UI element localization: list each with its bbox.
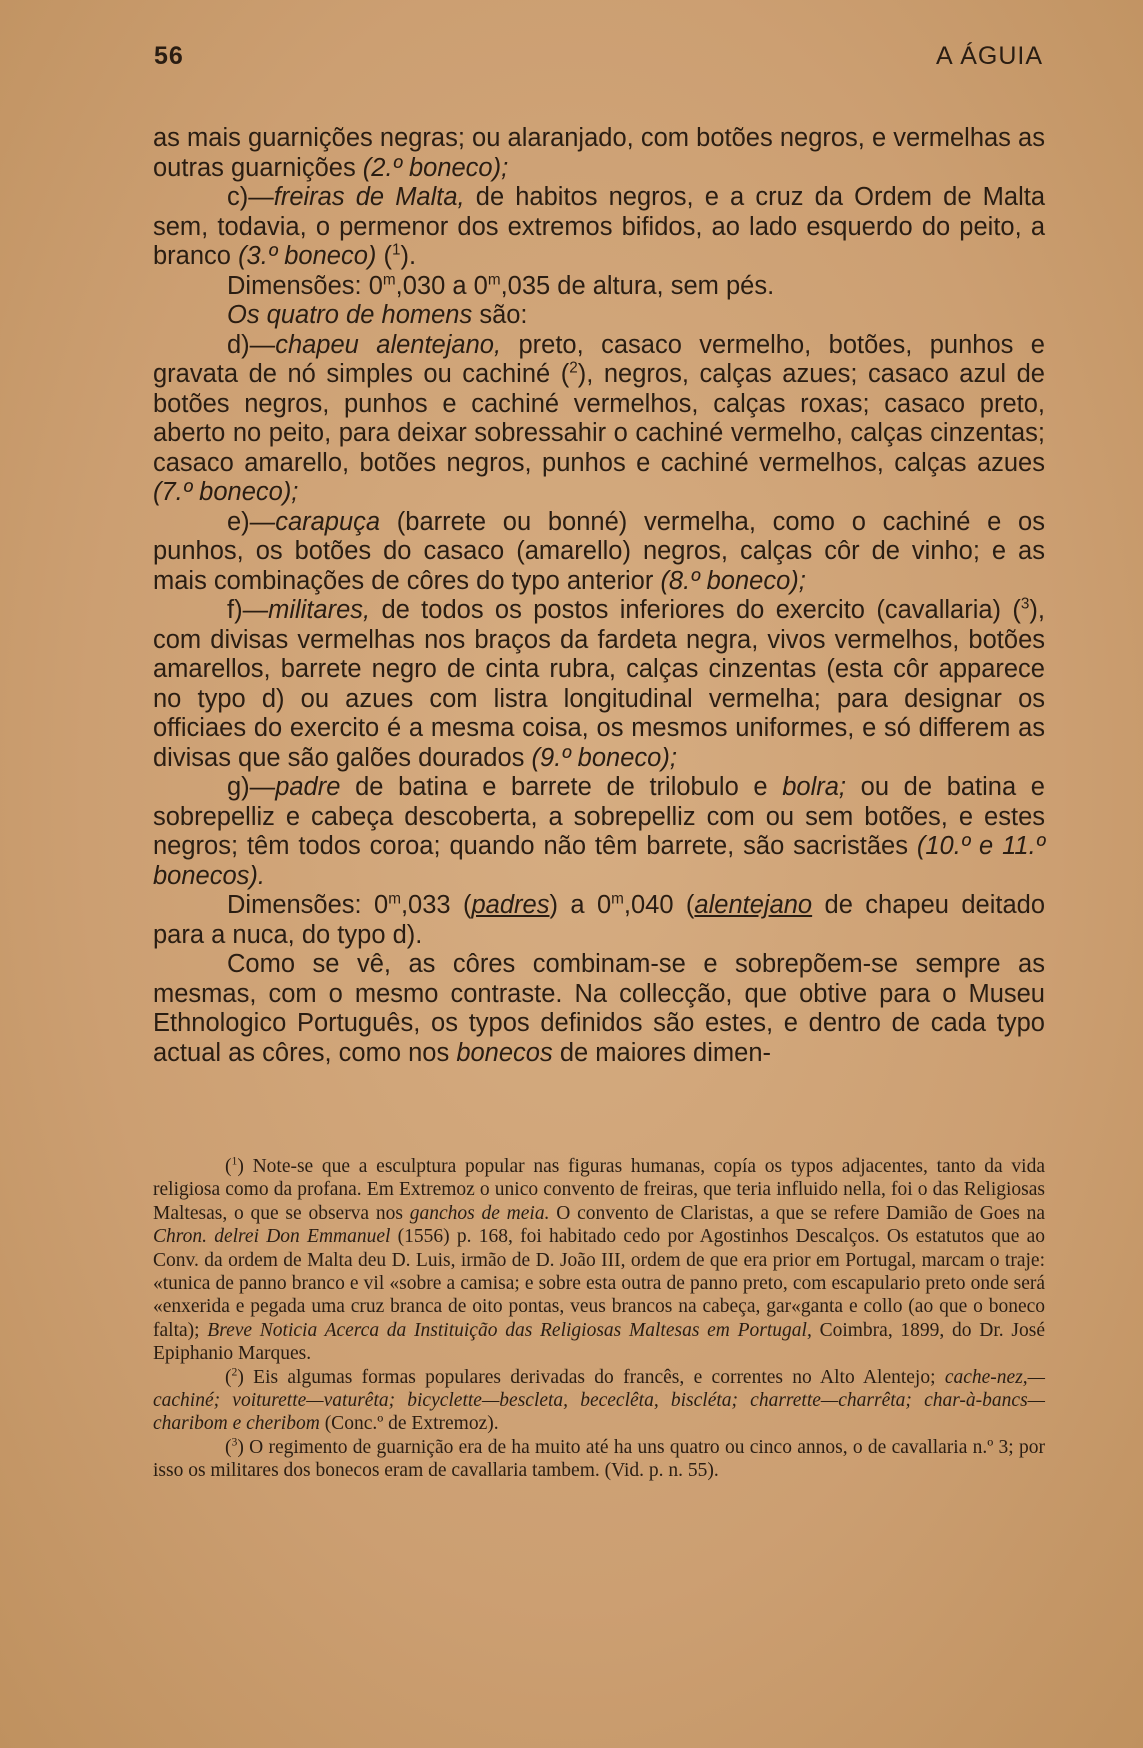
footnotes — [153, 1155, 1045, 1483]
paragraph-3: Dimensões: 0$^m$,030 a 0$^m$,035 de altura, sem pés. — [227, 271, 775, 300]
footnote-2: ($^2$) Eis algumas formas populares derivadas do francês, e correntes no Alto Alentejo; cache-nez,—cachiné; voiturette—vaturêta; bicyclette—bescleta, bececlêta, biscléta; charrette—charrêta; char-à-bancs—charibom e cheribom (Conc.º de Extremoz). — [153, 1365, 1045, 1435]
paragraph-2: c)—freiras de Malta, de habitos negros, e a cruz da Ordem de Malta sem, todavia, o permenor dos extremos bifidos, ao lado esquerdo do peito, a branco (3.º boneco) ($^1$). — [153, 183, 1045, 270]
footnote-ref-2: 2 — [569, 359, 578, 377]
footnote-3: ($^3$) O regimento de guarnição era de ha muito até ha uns quatro ou cinco annos, o de cavallaria n.º 3; por isso os militares dos bonecos eram de cavallaria tambem. (Vid. p. n. 55). — [153, 1435, 1045, 1482]
footnote-1: ($^1$) Note-se que a esculptura popular nas figuras humanas, copía os typos adjacentes, tanto da vida religiosa como da profana. Em Extremoz o unico convento de freiras, que teria influido nella, foi o das Religiosas Maltesas, o que se observa nos ganchos de meia. O convento de Claristas, a que se refere Damião de Goes na Chron. delrei Don Emmanuel (1556) p. 168, foi habitado cedo por Agostinhos Descalços. Os estatutos que ao Conv. da ordem de Malta deu D. Luis, irmão de D. João III, ordem de que era prior em Portugal, marcam o traje: «tunica de panno branco e vil «sobre a camisa; e sobre esta outra de panno preto, com escapulario preto onde será «enxerida e pegada uma cruz branca de oito pontas, veus brancos na cabeça, gar«ganta e collo (ao que o boneco falta); Breve Noticia Acerca da Instituição das Religiosas Maltesas em Portugal, Coimbra, 1899, do Dr. José Epiphanio Marques. — [153, 1154, 1045, 1365]
main-text — [153, 124, 1045, 1068]
footnote-ref-1: 1 — [391, 241, 401, 259]
paragraph-4: Os quatro de homens são: — [227, 301, 528, 329]
page-number: 56 — [154, 42, 184, 70]
paragraph-5: d)—chapeu alentejano, preto, casaco vermelho, botões, punhos e gravata de nó simples ou cachiné ($^2$), negros, calças azues; casaco azul de botões negros, punhos e cachiné vermelhos, calças roxas; casaco preto, aberto no peito, para deixar sobressahir o cachiné vermelho, calças cinzentas; casaco amarello, botões negros, punhos e cachiné vermelhos, calças azues (7.º boneco); — [153, 330, 1045, 506]
paragraph-6: e)—carapuça (barrete ou bonné) vermelha, como o cachiné e os punhos, os botões do casaco (amarello) negros, calças côr de vinho; e as mais combinações de côres do typo anterior (8.º boneco); — [153, 507, 1045, 595]
running-title: A ÁGUIA — [935, 42, 1043, 70]
paragraph-10: Como se vê, as côres combinam-se e sobrepõem-se sempre as mesmas, com o mesmo contraste. Na collecção, que obtive para o Museu Ethnologico Português, os typos definidos são estes, e dentro de cada typo actual as côres, como nos bonecos de maiores dimen- — [153, 950, 1045, 1067]
paragraph-9: Dimensões: 0$^m$,033 (padres) a 0$^m$,040 (alentejano de chapeu deitado para a nuca, do typo d). — [153, 890, 1045, 949]
paragraph-1: as mais guarnições negras; ou alaranjado, com botões negros, e vermelhas as outras guarnições (2.º boneco); — [153, 124, 1045, 182]
footnote-ref-3: 3 — [1020, 595, 1030, 613]
paragraph-7: f)—militares, de todos os postos inferiores do exercito (cavallaria) ($^3$), com divisas vermelhas nos braços da fardeta negra, vivos vermelhos, botões amarellos, barrete negro de cinta rubra, calças cinzentas (esta côr apparece no typo d) ou azues com listra longitudinal vermelha; para designar os officiaes do exercito é a mesma coisa, os mesmos uniformes, e só differem as divisas que são galões dourados (9.º boneco); — [153, 595, 1045, 772]
paragraph-8: g)—padre de batina e barrete de trilobulo e bolra; ou de batina e sobrepelliz e cabeça descoberta, a sobrepelliz com ou sem botões, e estes negros; têm todos coroa; quando não têm barrete, são sacristães (10.º e 11.º bonecos). — [153, 773, 1045, 890]
